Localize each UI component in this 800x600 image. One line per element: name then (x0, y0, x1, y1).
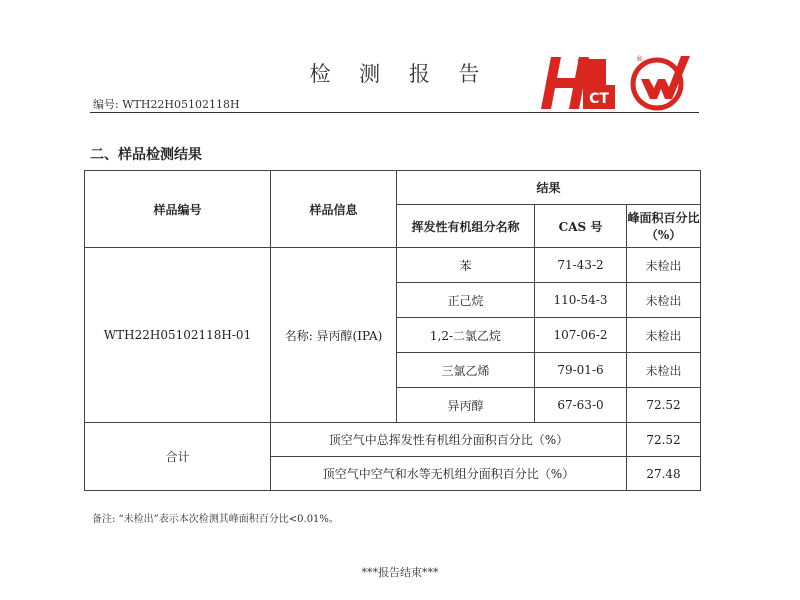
compound-value: 未检出 (627, 248, 701, 283)
report-number: 编号: WTH22H05102118H (93, 98, 240, 111)
header-sample-info: 样品信息 (271, 171, 397, 248)
compound-name: 苯 (397, 248, 535, 283)
header-voc-name: 挥发性有机组分名称 (397, 205, 535, 248)
header-cas: CAS 号 (535, 205, 627, 248)
compound-value: 未检出 (627, 283, 701, 318)
results-table (84, 170, 701, 491)
compound-name: 三氯乙烯 (397, 353, 535, 388)
compound-cas: 79-01-6 (535, 353, 627, 388)
header-results: 结果 (397, 171, 701, 205)
total-inorganic-value: 27.48 (627, 457, 701, 491)
header-area-pct: 峰面积百分比（%） (627, 205, 701, 248)
compound-name: 异丙醇 (397, 388, 535, 423)
compound-cas: 110-54-3 (535, 283, 627, 318)
header-sample-no: 样品编号 (85, 171, 271, 248)
hct-logo (537, 51, 697, 113)
sample-info-cell: 名称: 异丙醇(IPA) (271, 248, 397, 423)
total-voc-label: 顶空气中总挥发性有机组分面积百分比（%） (271, 423, 627, 457)
total-voc-value: 72.52 (627, 423, 701, 457)
total-inorganic-label: 顶空气中空气和水等无机组分面积百分比（%） (271, 457, 627, 491)
compound-name: 1,2-二氯乙烷 (397, 318, 535, 353)
compound-value: 72.52 (627, 388, 701, 423)
report-end: ***报告结束*** (361, 566, 439, 579)
report-title: 检 测 报 告 (309, 62, 491, 86)
total-label: 合计 (85, 423, 271, 491)
footnote: 备注: “未检出”表示本次检测其峰面积百分比<0.01%。 (92, 514, 339, 525)
compound-cas: 107-06-2 (535, 318, 627, 353)
compound-value: 未检出 (627, 318, 701, 353)
svg-text:®: ® (636, 55, 643, 63)
compound-cas: 71-43-2 (535, 248, 627, 283)
compound-cas: 67-63-0 (535, 388, 627, 423)
section-title: 二、样品检测结果 (90, 147, 202, 163)
header-divider (90, 112, 699, 113)
compound-name: 正己烷 (397, 283, 535, 318)
svg-text:CT: CT (589, 91, 609, 107)
sample-number-cell: WTH22H05102118H-01 (85, 248, 271, 423)
compound-value: 未检出 (627, 353, 701, 388)
